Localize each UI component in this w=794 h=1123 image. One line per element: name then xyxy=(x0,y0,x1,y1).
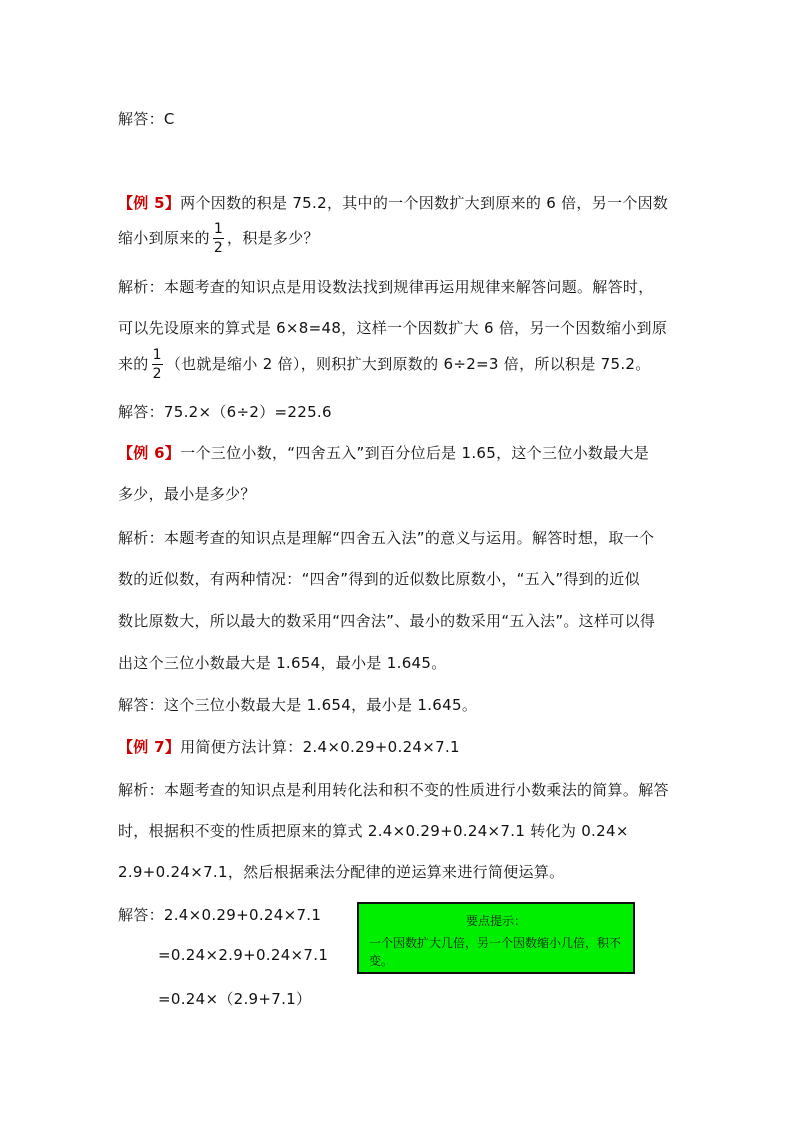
ex6-question-line2: 多少，最小是多少？ xyxy=(118,485,256,503)
ex5-a3-post: （也就是缩小 2 倍），则积扩大到原数的 6÷2=3 倍，所以积是 75.2。 xyxy=(165,355,651,373)
frac-num: 1 xyxy=(152,347,162,363)
ex5-analysis-2: 可以先设原来的算式是 6×8=48，这样一个因数扩大 6 倍，另一个因数缩小到原 xyxy=(118,319,668,337)
ex7-tag: 【例 7】 xyxy=(118,738,181,756)
fraction-half xyxy=(152,348,163,381)
ex6-analysis-4: 出这个三位小数最大是 1.654，最小是 1.645。 xyxy=(118,654,447,672)
ex7-q1: 用简便方法计算：2.4×0.29+0.24×7.1 xyxy=(180,738,460,756)
ex6-analysis-2: 数的近似数，有两种情况：“四舍”得到的近似数比原数小，“五入”得到的近似 xyxy=(118,570,640,588)
ex7-question xyxy=(118,736,460,757)
ex5-question-line1 xyxy=(118,192,668,213)
ex5-answer: 解答：75.2×（6÷2）=225.6 xyxy=(118,403,332,421)
ex7-answer-1: 解答：2.4×0.29+0.24×7.1 xyxy=(118,906,322,924)
ex5-question-line2 xyxy=(118,222,319,255)
tip-title: 要点提示： xyxy=(465,914,526,928)
key-point-tip-box xyxy=(357,902,635,974)
frac-den: 2 xyxy=(213,240,224,256)
fraction-half xyxy=(213,222,224,255)
ex6-q1: 一个三位小数，“四舍五入”到百分位后是 1.65，这个三位小数最大是 xyxy=(180,444,650,462)
ex5-a3-pre: 来的 xyxy=(118,355,149,373)
ex7-answer-2: =0.24×2.9+0.24×7.1 xyxy=(158,946,329,964)
prev-answer: 解答：C xyxy=(118,110,175,128)
tip-body: 一个因数扩大几倍，另一个因数缩小几倍，积不变。 xyxy=(369,936,622,968)
ex6-analysis-3: 数比原数大，所以最大的数采用“四舍法”、最小的数采用“五入法”。这样可以得 xyxy=(118,612,656,630)
ex5-analysis-1: 解析：本题考查的知识点是用设数法找到规律再运用规律来解答问题。解答时， xyxy=(118,278,654,296)
ex5-q2-post: ，积是多少？ xyxy=(227,229,319,247)
ex6-question-line1 xyxy=(118,442,649,463)
ex5-analysis-3 xyxy=(118,348,651,381)
ex7-analysis-1: 解析：本题考查的知识点是利用转化法和积不变的性质进行小数乘法的简算。解答 xyxy=(118,781,669,799)
ex6-analysis-1: 解析：本题考查的知识点是理解“四舍五入法”的意义与运用。解答时想，取一个 xyxy=(118,529,655,547)
ex7-analysis-2: 时，根据积不变的性质把原来的算式 2.4×0.29+0.24×7.1 转化为 0.24× xyxy=(118,822,629,840)
ex7-analysis-3: 2.9+0.24×7.1，然后根据乘法分配律的逆运算来进行简便运算。 xyxy=(118,863,565,881)
ex6-tag: 【例 6】 xyxy=(118,444,181,462)
ex5-q1: 两个因数的积是 75.2，其中的一个因数扩大到原来的 6 倍，另一个因数 xyxy=(180,194,669,212)
frac-num: 1 xyxy=(213,221,224,237)
ex7-answer-3: =0.24×（2.9+7.1） xyxy=(158,990,312,1008)
ex5-tag: 【例 5】 xyxy=(118,194,181,212)
ex6-answer: 解答：这个三位小数最大是 1.654，最小是 1.645。 xyxy=(118,696,478,714)
ex5-q2-pre: 缩小到原来的 xyxy=(118,229,210,247)
frac-den: 2 xyxy=(152,366,162,382)
